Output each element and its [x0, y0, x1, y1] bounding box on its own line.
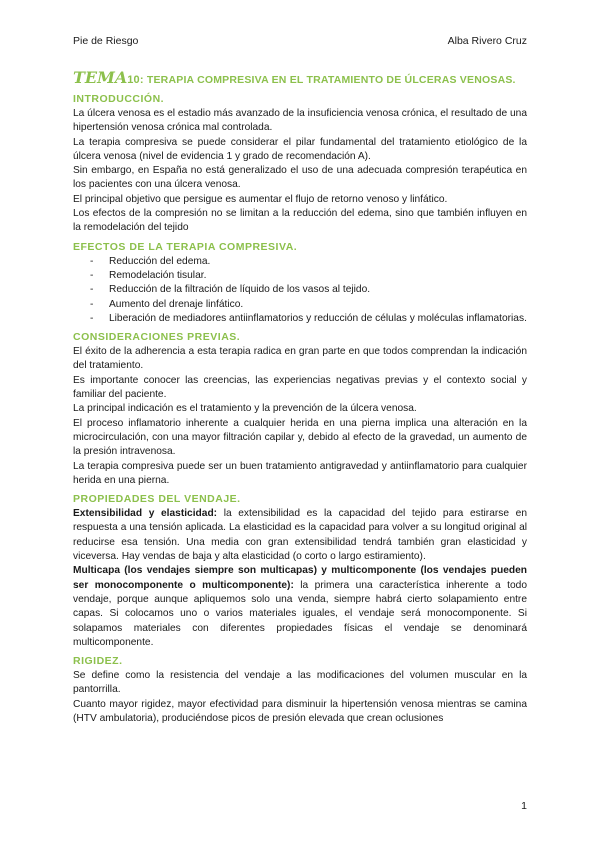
paragraph: La principal indicación es el tratamiento y la prevención de la úlcera venosa.	[73, 403, 417, 415]
paragraph: La úlcera venosa es el estadio más avanzado de la insuficiencia venosa crónica, el resultado de una hipertensión venosa crónica mal controlada.	[73, 108, 527, 134]
heading-rigidez: RIGIDEZ.	[73, 655, 123, 668]
term-multicapa: Multicapa (los vendajes siempre son multicapas) y multicomponente (los vendajes pueden ser monocomponente o multicomponente):	[73, 565, 527, 591]
paragraph: La terapia compresiva se puede considerar el pilar fundamental del tratamiento etiológico de la úlcera venosa (nivel de evidencia 1 y grado de recomendación A).	[73, 136, 527, 162]
list-item: - Remodelación tisular.	[73, 269, 527, 283]
list-item: - Reducción del edema.	[73, 255, 527, 269]
paragraph: Los efectos de la compresión no se limitan a la reducción del edema, sino que también influyen en la remodelación del tejido	[73, 208, 527, 234]
term-extensibilidad: Extensibilidad y elasticidad:	[73, 508, 218, 520]
paragraph: El éxito de la adherencia a esta terapia radica en gran parte en que todos comprendan la indicación del tratamiento.	[73, 346, 527, 372]
title-tema: TEMA	[73, 68, 128, 87]
page-number: 1	[521, 800, 527, 812]
paragraph: El proceso inflamatorio inherente a cualquier herida en una pierna implica una alteración en la microcirculación, con una mayor filtración capilar y, debido al efecto de la gravedad, un aumento de la presión intravenosa.	[73, 417, 527, 458]
list-item: - Reducción de la filtración de líquido de los vasos al tejido.	[73, 283, 527, 297]
paragraph: Se define como la resistencia del vendaje a las modificaciones del volumen muscular en la pantorrilla.	[73, 670, 527, 696]
document-title	[73, 68, 527, 88]
page-header	[73, 35, 527, 51]
paragraph: La terapia compresiva puede ser un buen tratamiento antigravedad y antiinflamatorio para cualquier herida en una pierna.	[73, 460, 527, 486]
paragraph: El principal objetivo que persigue es aumentar el flujo de retorno venoso y linfático.	[73, 193, 448, 205]
paragraph	[73, 564, 527, 650]
paragraph: Cuanto mayor rigidez, mayor efectividad para disminuir la hipertensión venosa mientras se camina (HTV ambulatoria), produciéndose picos de presión elevada que crean oclusiones	[73, 698, 527, 724]
paragraph-text: la extensibilidad es la capacidad del tejido para estirarse en respuesta a una tensión aplicada. La elasticidad es la capacidad para volver a su longitud original al reducirse esa tensión. Una media con gran extensibilidad tendrá también gran elasticidad y viceversa. Hay vendas de baja y alta elasticidad (o corto o largo estiramiento).	[73, 508, 527, 563]
list-item: - Aumento del drenaje linfático.	[73, 298, 527, 312]
efectos-list	[73, 255, 527, 326]
title-number: 10:	[127, 74, 144, 86]
heading-propiedades: PROPIEDADES DEL VENDAJE.	[73, 493, 241, 506]
heading-introduccion: INTRODUCCIÓN.	[73, 93, 165, 105]
heading-consideraciones: CONSIDERACIONES PREVIAS.	[73, 331, 241, 344]
list-item: - Liberación de mediadores antiinflamatorios y reducción de células y moléculas inflamatorias.	[73, 312, 527, 326]
heading-efectos: EFECTOS DE LA TERAPIA COMPRESIVA.	[73, 240, 298, 253]
document-body	[73, 68, 527, 726]
title-text: TERAPIA COMPRESIVA EN EL TRATAMIENTO DE ÚLCERAS VENOSAS.	[143, 74, 516, 86]
paragraph-text: la primera una característica inherente a todo vendaje, porque aunque apliquemos solo una venda, siempre habrá cierto solapamiento entre capas. Si colocamos uno o varios materiales iguales, el vendaje será monocomponente. Si solapamos materiales con diferentes propiedades físicas el vendaje se denominará multicomponente.	[73, 579, 527, 648]
header-subject: Pie de Riesgo	[73, 35, 139, 47]
paragraph: Sin embargo, en España no está generalizado el uso de una adecuada compresión terapéutica en los pacientes con una úlcera venosa.	[73, 165, 527, 191]
header-author: Alba Rivero Cruz	[447, 35, 527, 47]
paragraph	[73, 507, 527, 564]
paragraph: Es importante conocer las creencias, las experiencias negativas previas y el contexto social y familiar del paciente.	[73, 374, 527, 401]
